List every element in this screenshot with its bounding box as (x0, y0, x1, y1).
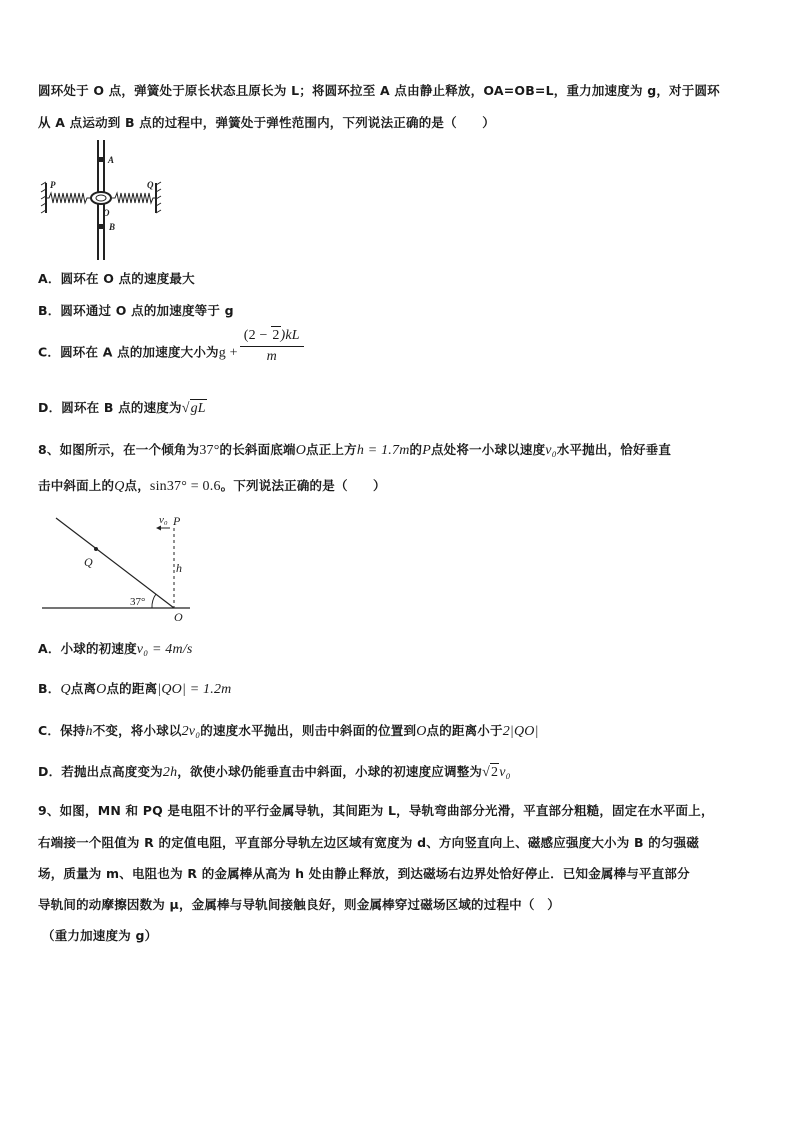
q9-stem-line-4: 导轨间的动摩擦因数为 μ，金属棒与导轨间接触良好，则金属棒穿过磁场区域的过程中（ ） (38, 897, 560, 912)
marker-b (98, 224, 104, 229)
q7-option-d: D．圆环在 B 点的速度为√gL (38, 400, 206, 416)
label-o-q8: O (174, 610, 183, 624)
q8-option-b (38, 680, 231, 699)
q8-l1-prefix: 8、如图所示，在一个倾角为 (38, 442, 200, 457)
q8-d-sqrt: 2 (491, 765, 499, 780)
q8-b-q: Q (60, 682, 71, 697)
q8-d-2h: 2h (162, 765, 178, 780)
q7-option-c-fraction (240, 326, 304, 366)
q8-a-math: v₀ = 4m/s (136, 642, 193, 657)
q8-option-c: C．保持h不变，将小球以2v₀的速度水平抛出，则击中斜面的位置到O点的距离小于2|QO| (38, 723, 539, 739)
q8-v0: v₀ (545, 443, 557, 458)
q8-l1-mid3: 的 (409, 442, 423, 457)
q7-stem-line-2: 从 A 点运动到 B 点的过程中，弹簧处于弹性范围内，下列说法正确的是（ ） (38, 115, 495, 130)
label-b: B (109, 222, 116, 232)
label-p: P (50, 180, 56, 190)
q9-stem-line-5: （重力加速度为 g） (42, 928, 158, 943)
q8-c-mid2: 的速度水平抛出，则击中斜面的位置到 (200, 723, 417, 738)
right-spring (110, 193, 156, 203)
label-a: A (108, 155, 115, 165)
marker-a (98, 157, 104, 162)
q8-d-mid: ，欲使小球仍能垂直击中斜面，小球的初速度应调整为 (177, 764, 483, 779)
q8-b-o: O (96, 682, 107, 697)
q9-stem-line-3: 场，质量为 m、电阻也为 R 的金属棒从高为 h 处由静止释放，到达磁场右边界处恰好停止．已知金属棒与平直部分 (38, 866, 690, 881)
q8-l2-end: 。下列说法正确的是（ ） (220, 478, 386, 493)
q8-b-math: |QO| = 1.2m (157, 682, 232, 697)
q8-option-d: D．若抛出点高度变为2h，欲使小球仍能垂直击中斜面，小球的初速度应调整为√2v₀ (38, 764, 511, 780)
q8-l1-end: 水平抛出，恰好垂直 (556, 442, 672, 457)
label-o: O (103, 208, 110, 218)
q7-option-c (38, 328, 304, 366)
frac-num-sqrt: 2 (272, 328, 280, 343)
q8-b-prefix: B． (38, 681, 61, 696)
q7-stem-line-1: 圆环处于 O 点，弹簧处于原长状态且原长为 L；将圆环拉至 A 点由静止释放，OA=OB=L，重力加速度为 g，对于圆环 (38, 83, 720, 98)
q8-d-v0: v₀ (499, 765, 511, 780)
q7-option-b: B．圆环通过 O 点的加速度等于 g (38, 303, 234, 318)
point-q (94, 547, 98, 551)
q8-o: O (295, 443, 307, 458)
label-v0: v₀ (159, 514, 168, 526)
frac-den: m (266, 349, 277, 364)
q8-c-mid1: 不变，将小球以 (92, 723, 182, 738)
q7-option-c-g: g + (218, 345, 238, 361)
q8-l2-mid: 点， (124, 478, 150, 493)
q8-stem-line-2 (38, 477, 386, 496)
q8-h-eq: h = 1.7m (356, 443, 410, 458)
q8-p: P (422, 443, 431, 458)
label-p-q8: P (173, 514, 181, 528)
q9-stem-line-1: 9、如图，MN 和 PQ 是电阻不计的平行金属导轨，其间距为 L，导轨弯曲部分光滑，平直部分粗糙，固定在水平面上， (38, 803, 714, 818)
q8-l1-mid2: 点正上方 (306, 442, 357, 457)
q8-a-prefix: A．小球的初速度 (38, 641, 137, 656)
q8-c-math: 2|QO| (502, 724, 539, 739)
q7-option-d-sqrt: gL (190, 401, 206, 416)
q8-stem-line-1 (38, 441, 671, 460)
q8-l1-mid4: 点处将一小球以速度 (430, 442, 546, 457)
incline-line (56, 518, 174, 608)
left-spring (46, 193, 92, 203)
q8-figure (40, 510, 200, 625)
q8-sin-eq: sin37° = 0.6 (149, 479, 221, 494)
angle-arc (152, 594, 156, 608)
q8-c-mid3: 点的距离小于 (426, 723, 503, 738)
q7-option-d-prefix: D．圆环在 B 点的速度为 (38, 400, 182, 415)
q7-figure (40, 138, 165, 263)
q8-l2-prefix: 击中斜面上的 (38, 478, 115, 493)
q8-l1-mid1: 的长斜面底端 (219, 442, 296, 457)
q8-c-2v0: 2v₀ (181, 724, 201, 739)
q8-d-prefix: D．若抛出点高度变为 (38, 764, 163, 779)
q8-b-mid2: 点的距离 (106, 681, 158, 696)
q9-stem-line-2: 右端接一个阻值为 R 的定值电阻，平直部分导轨左边区域有宽度为 d、方向竖直向上、磁感应强度大小为 B 的匀强磁 (38, 835, 700, 850)
q8-option-a (38, 640, 193, 659)
frac-num-right: )kL (280, 328, 300, 343)
q8-q: Q (114, 479, 125, 494)
frac-num-left: (2 − (243, 328, 272, 343)
q8-c-o: O (416, 724, 427, 739)
label-h: h (176, 561, 182, 575)
q8-b-mid: 点离 (70, 681, 97, 696)
q8-angle: 37° (199, 443, 220, 458)
label-angle: 37° (130, 596, 146, 608)
q7-option-c-prefix: C．圆环在 A 点的加速度大小为 (38, 344, 219, 360)
q7-option-a: A．圆环在 O 点的速度最大 (38, 271, 195, 286)
q8-c-prefix: C．保持 (38, 723, 86, 738)
label-q-q8: Q (84, 555, 93, 569)
label-q: Q (147, 180, 154, 190)
